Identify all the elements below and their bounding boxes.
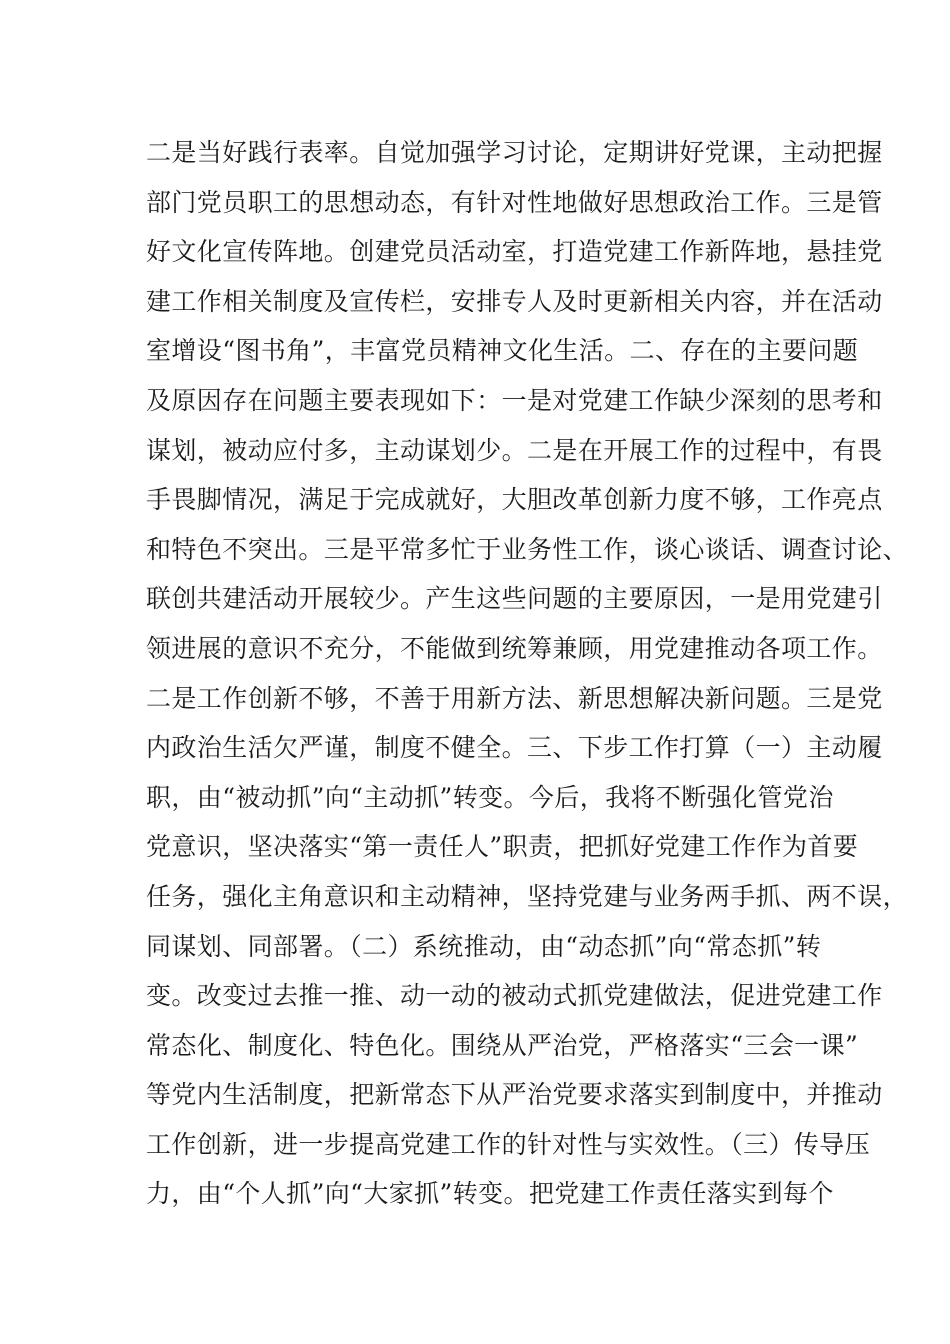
text-line: 二是当好践行表率。自觉加强学习讨论，定期讲好党课，主动把握 <box>146 138 883 167</box>
text-line: 内政治生活欠严谨，制度不健全。三、下步工作打算（一）主动履 <box>146 733 883 763</box>
text-line: 力，由“个人抓”向“大家抓”转变。把党建工作责任落实到每个 <box>146 1179 834 1209</box>
text-line: 部门党员职工的思想动态，有针对性地做好思想政治工作。三是管 <box>146 187 883 217</box>
text-line: 工作创新，进一步提高党建工作的针对性与实效性。（三）传导压 <box>146 1129 871 1159</box>
text-line: 等党内生活制度，把新常态下从严治党要求落实到制度中，并推动 <box>146 1080 883 1110</box>
body-text <box>146 128 909 1219</box>
text-line: 谋划，被动应付多，主动谋划少。二是在开展工作的过程中，有畏 <box>146 435 883 465</box>
text-line: 任务，强化主角意识和主动精神，坚持党建与业务两手抓、两不误， <box>146 881 909 911</box>
text-line: 领进展的意识不充分，不能做到统筹兼顾，用党建推动各项工作。 <box>146 633 883 663</box>
text-line: 室增设“图书角”，丰富党员精神文化生活。二、存在的主要问题 <box>146 336 859 366</box>
text-line: 变。改变过去推一推、动一动的被动式抓党建做法，促进党建工作 <box>146 981 883 1011</box>
text-line: 二是工作创新不够，不善于用新方法、新思想解决新问题。三是党 <box>146 683 883 713</box>
text-line: 和特色不突出。三是平常多忙于业务性工作，谈心谈话、调查讨论、 <box>146 534 909 564</box>
text-line: 手畏脚情况，满足于完成就好，大胆改革创新力度不够，工作亮点 <box>146 485 883 515</box>
text-line: 党意识，坚决落实“第一责任人”职责，把抓好党建工作作为首要 <box>146 832 859 862</box>
text-line: 好文化宣传阵地。创建党员活动室，打造党建工作新阵地，悬挂党 <box>146 237 883 267</box>
text-line: 常态化、制度化、特色化。围绕从严治党，严格落实“三会一课” <box>146 1030 859 1060</box>
text-line: 同谋划、同部署。（二）系统推动，由“动态抓”向“常态抓”转 <box>146 931 822 961</box>
text-line: 联创共建活动开展较少。产生这些问题的主要原因，一是用党建引 <box>146 584 883 614</box>
text-line: 建工作相关制度及宣传栏，安排专人及时更新相关内容，并在活动 <box>146 286 883 316</box>
text-line: 职，由“被动抓”向“主动抓”转变。今后，我将不断强化管党治 <box>146 782 834 812</box>
text-line: 及原因存在问题主要表现如下：一是对党建工作缺少深刻的思考和 <box>146 385 883 415</box>
